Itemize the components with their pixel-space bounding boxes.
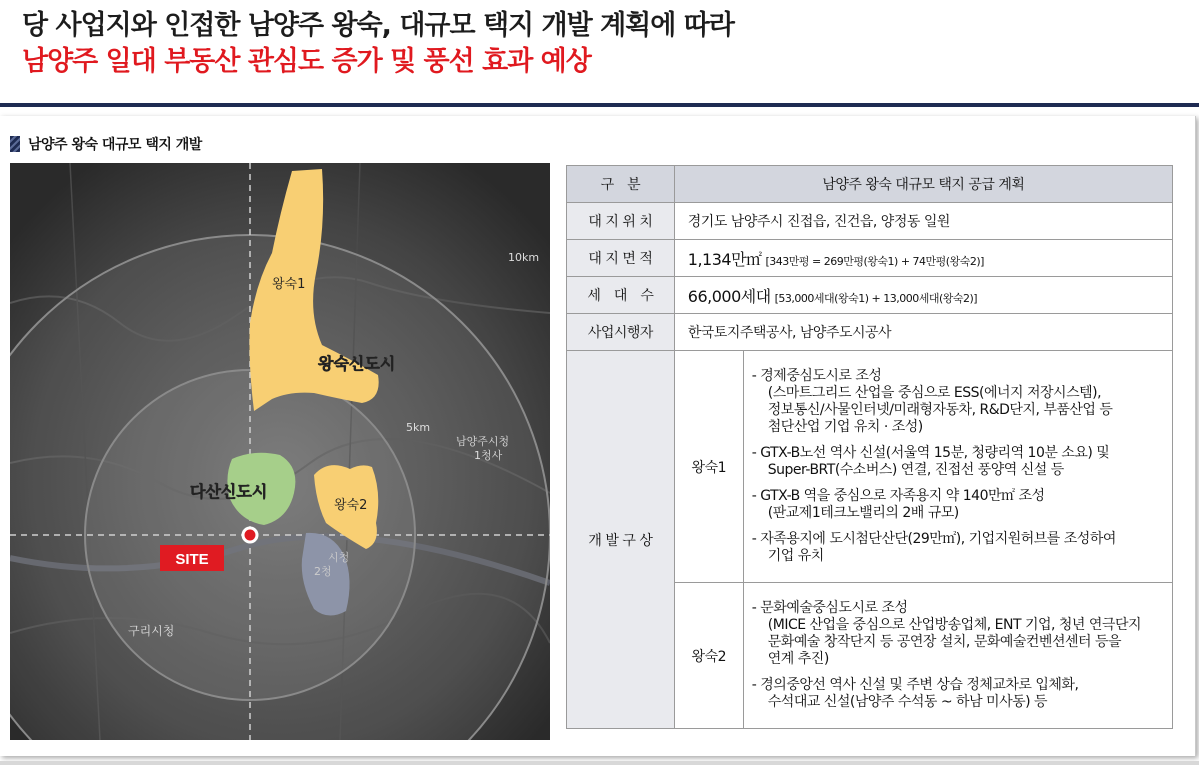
map-label-guri: 구리시청 — [128, 624, 175, 638]
dev-plan-wangsuk2 — [743, 583, 1172, 729]
dev-line: Super-BRT(수소버스) 연결, 진접선 풍양역 신설 등 — [767, 462, 1064, 478]
row-value-location: 경기도 남양주시 진접읍, 진건읍, 양정동 일원 — [674, 203, 1172, 240]
map-label-cityhall-b2: 2청 — [314, 565, 332, 578]
dev-line: - GTX-B 역을 중심으로 자족용지 약 140만㎡ 조성 — [751, 488, 1045, 504]
dev-line: - 경제중심도시로 조성 — [751, 368, 882, 384]
dev-line: 연계 추진) — [767, 651, 829, 667]
dev-line: 기업 유치 — [767, 548, 824, 564]
table-row — [567, 314, 1173, 351]
title-divider — [0, 103, 1199, 107]
sub-label-wangsuk2: 왕숙2 — [674, 583, 743, 729]
table-row — [567, 203, 1173, 240]
headline — [22, 8, 734, 80]
dev-w1-block2 — [752, 445, 1172, 479]
dev-w1-block1 — [752, 368, 1172, 436]
headline-line1: 당 사업지와 인접한 남양주 왕숙, 대규모 택지 개발 계획에 따라 — [22, 10, 734, 41]
row-value-area — [674, 240, 1172, 277]
map-label-cityhall-b: 시청 — [328, 551, 350, 564]
map-label-dasan: 다산신도시 — [190, 482, 268, 501]
dev-w1-block3 — [752, 488, 1172, 522]
map-label-5km: 5km — [406, 421, 431, 434]
site-label: SITE — [175, 551, 209, 568]
map-label-cityhall: 남양주시청 — [456, 435, 510, 448]
site-pin-icon — [243, 528, 257, 542]
dev-line: - GTX-B노선 역사 신설(서울역 15분, 청량리역 10분 소요) 및 — [751, 445, 1110, 461]
dev-plan-wangsuk1 — [743, 351, 1172, 583]
dev-line: (MICE 산업을 중심으로 산업방송업체, ENT 기업, 청년 연극단지 — [767, 617, 1141, 633]
dev-line: 첨단산업 기업 유치 · 조성) — [767, 419, 923, 435]
dev-line: 문화예술 창작단지 등 공연장 설치, 문화예술컨벤션센터 등을 — [767, 634, 1122, 650]
bottom-divider — [0, 761, 1199, 765]
table-header-row — [567, 166, 1173, 203]
section-marker-icon — [10, 136, 20, 152]
row-label-operator: 사업시행자 — [567, 314, 675, 351]
headline-line2: 남양주 일대 부동산 관심도 증가 및 풍선 효과 예상 — [22, 46, 591, 77]
dev-w2-block2 — [752, 677, 1172, 711]
dev-line: (판교제1테크노밸리의 2배 규모) — [767, 505, 959, 521]
header-plan: 남양주 왕숙 대규모 택지 공급 계획 — [674, 166, 1172, 203]
row-label-location: 대 지 위 치 — [567, 203, 675, 240]
table-row — [567, 351, 1173, 583]
area-main: 1,134만㎡ — [687, 249, 762, 269]
map-label-wangsuk2: 왕숙2 — [334, 498, 368, 513]
section-title — [10, 134, 202, 154]
map-label-wangsuk1: 왕숙1 — [272, 277, 306, 292]
map-graphic — [10, 163, 550, 740]
map-label-cityhall-2: 1청사 — [474, 449, 503, 462]
row-label-households: 세 대 수 — [567, 277, 675, 314]
households-main: 66,000세대 — [687, 286, 771, 306]
dev-w2-block1 — [752, 600, 1172, 668]
sub-label-wangsuk1: 왕숙1 — [674, 351, 743, 583]
table-row — [567, 277, 1173, 314]
row-label-area: 대 지 면 적 — [567, 240, 675, 277]
map-label-wangsuk-new: 왕숙신도시 — [318, 354, 396, 373]
row-label-development: 개 발 구 상 — [567, 351, 675, 729]
dev-line: (스마트그리드 산업을 중심으로 ESS(에너지 저장시스템), — [767, 385, 1102, 401]
dev-line: 수석대교 신설(남양주 수석동 ~ 하남 미사동) 등 — [767, 694, 1048, 710]
area-detail: [343만평 = 269만평(왕숙1) + 74만평(왕숙2)] — [765, 254, 984, 268]
row-value-operator: 한국토지주택공사, 남양주도시공사 — [674, 314, 1172, 351]
supply-plan-table — [566, 165, 1173, 729]
section-title-text: 남양주 왕숙 대규모 택지 개발 — [28, 137, 202, 153]
dev-line: 정보통신/사물인터넷/미래형자동차, R&D단지, 부품산업 등 — [767, 402, 1113, 418]
location-map — [10, 163, 550, 740]
households-detail: [53,000세대(왕숙1) + 13,000세대(왕숙2)] — [774, 291, 978, 305]
dev-line: - 경의중앙선 역사 신설 및 주변 상습 정체교차로 입체화, — [751, 677, 1079, 693]
row-value-households — [674, 277, 1172, 314]
map-label-10km: 10km — [508, 251, 540, 264]
dev-w1-block4 — [752, 531, 1172, 565]
dev-line: - 자족용지에 도시첨단산단(29만㎡), 기업지원허브를 조성하여 — [751, 531, 1116, 547]
dev-line: - 문화예술중심도시로 조성 — [751, 600, 908, 616]
header-category: 구 분 — [567, 166, 675, 203]
table-row — [567, 240, 1173, 277]
